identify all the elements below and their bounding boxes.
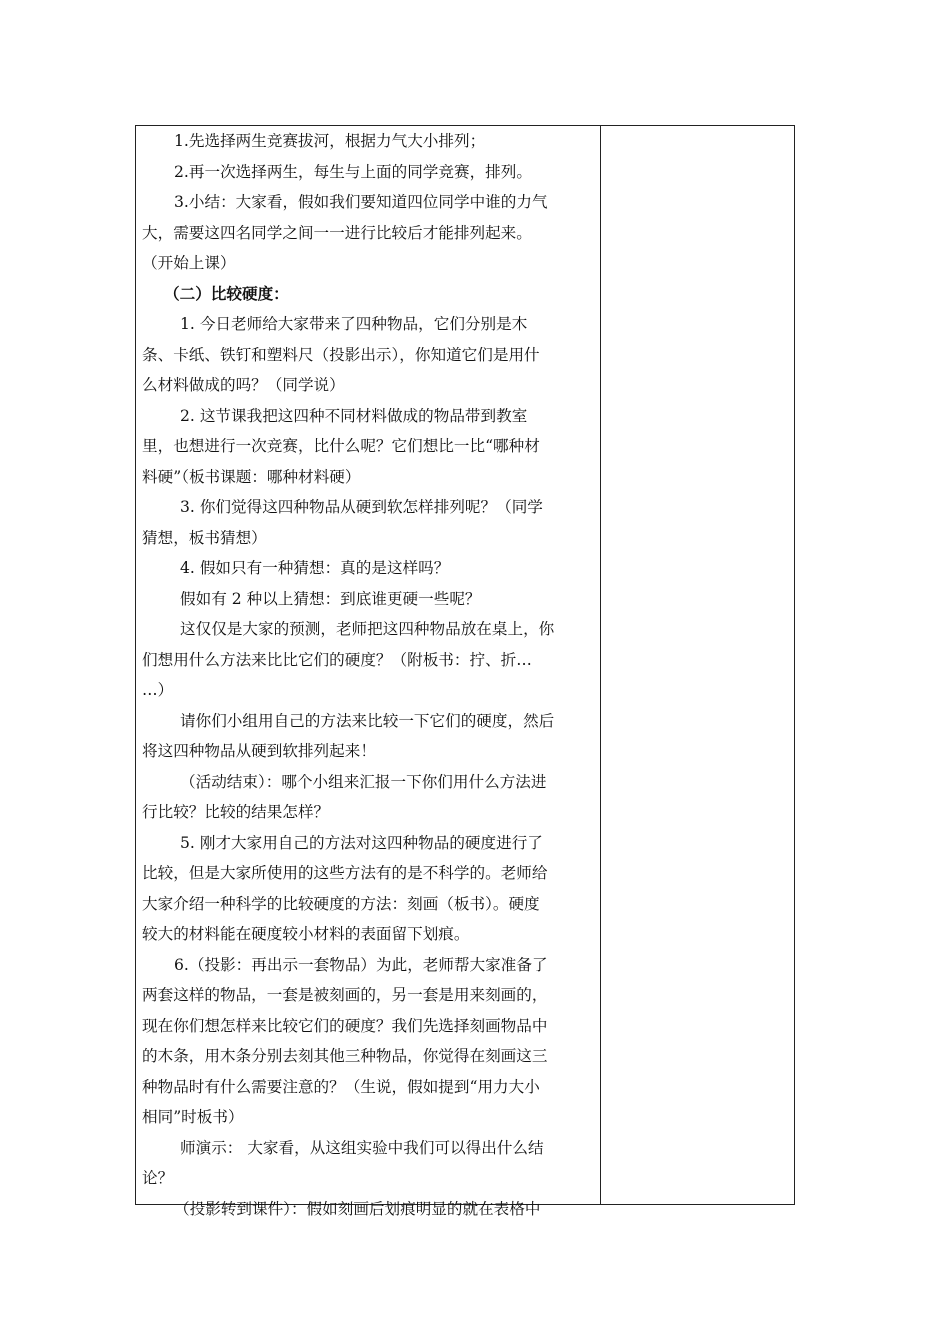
text-line: …） [142, 681, 174, 699]
text-line: 大，需要这四名同学之间一一进行比较后才能排列起来。 [142, 223, 532, 242]
text-line: 相同”时板书） [142, 1108, 244, 1126]
text-line: 里，也想进行一次竞赛，比什么呢？它们想比一比“哪种材 [142, 437, 540, 455]
text-line: 3. 你们觉得这四种物品从硬到软怎样排列呢？（同学 [180, 498, 543, 516]
text-line: 2. 这节课我把这四种不同材料做成的物品带到教室 [180, 406, 528, 425]
text-line: （活动结束）：哪个小组来汇报一下你们用什么方法进 [180, 772, 547, 791]
text-line: 2.再一次选择两生，每生与上面的同学竞赛，排列。 [174, 162, 532, 181]
text-line: 行比较？比较的结果怎样？ [142, 803, 330, 821]
text-line: 猜想，板书猜想） [142, 528, 267, 547]
text-line: 论？ [142, 1169, 174, 1187]
text-line: 的木条，用木条分别去刻其他三种物品，你觉得在刻画这三 [142, 1047, 548, 1065]
lesson-content-cell [142, 126, 588, 1224]
text-line: 么材料做成的吗？（同学说） [142, 376, 345, 394]
text-line: （投影转到课件）：假如刻画后划痕明显的就在表格中 [174, 1199, 541, 1218]
text-line: 6.（投影：再出示一套物品）为此，老师帮大家准备了 [174, 955, 548, 974]
text-line: 请你们小组用自己的方法来比较一下它们的硬度，然后 [180, 711, 555, 730]
text-line: 大家介绍一种科学的比较硬度的方法：刻画（板书）。硬度 [142, 894, 540, 913]
text-line: 5. 刚才大家用自己的方法对这四种物品的硬度进行了 [180, 833, 543, 852]
text-line: 两套这样的物品，一套是被刻画的，另一套是用来刻画的， [142, 986, 548, 1004]
text-line: 1. 今日老师给大家带来了四种物品，它们分别是木 [180, 315, 528, 333]
lesson-table [135, 125, 795, 1218]
text-line: 这仅仅是大家的预测，老师把这四种物品放在桌上，你 [180, 620, 555, 638]
notes-cell [601, 126, 794, 1204]
section-heading: （二）比较硬度： [164, 283, 289, 303]
text-line: 4. 假如只有一种猜想：真的是这样吗？ [180, 559, 450, 577]
text-line: 们想用什么方法来比比它们的硬度？（附板书：拧、折… [142, 650, 532, 669]
text-line: 1.先选择两生竞赛拔河，根据力气大小排列； [174, 132, 486, 150]
text-line: （开始上课） [142, 254, 236, 272]
text-line: 假如有 2 种以上猜想：到底谁更硬一些呢？ [180, 589, 481, 608]
text-line: 3.小结：大家看，假如我们要知道四位同学中谁的力气 [174, 193, 548, 211]
text-line: 料硬”（板书课题：哪种材料硬） [142, 467, 361, 486]
text-line: 现在你们想怎样来比较它们的硬度？我们先选择刻画物品中 [142, 1016, 548, 1035]
text-line: 条、卡纸、铁钉和塑料尺（投影出示），你知道它们是用什 [142, 345, 540, 364]
text-line: 种物品时有什么需要注意的？（生说，假如提到“用力大小 [142, 1077, 540, 1096]
text-line: 将这四种物品从硬到软排列起来！ [142, 742, 376, 760]
text-line: 比较，但是大家所使用的这些方法有的是不科学的。老师给 [142, 864, 548, 882]
text-line: 较大的材料能在硬度较小材料的表面留下划痕。 [142, 925, 470, 943]
text-line: 师演示： 大家看，从这组实验中我们可以得出什么结 [180, 1138, 544, 1157]
